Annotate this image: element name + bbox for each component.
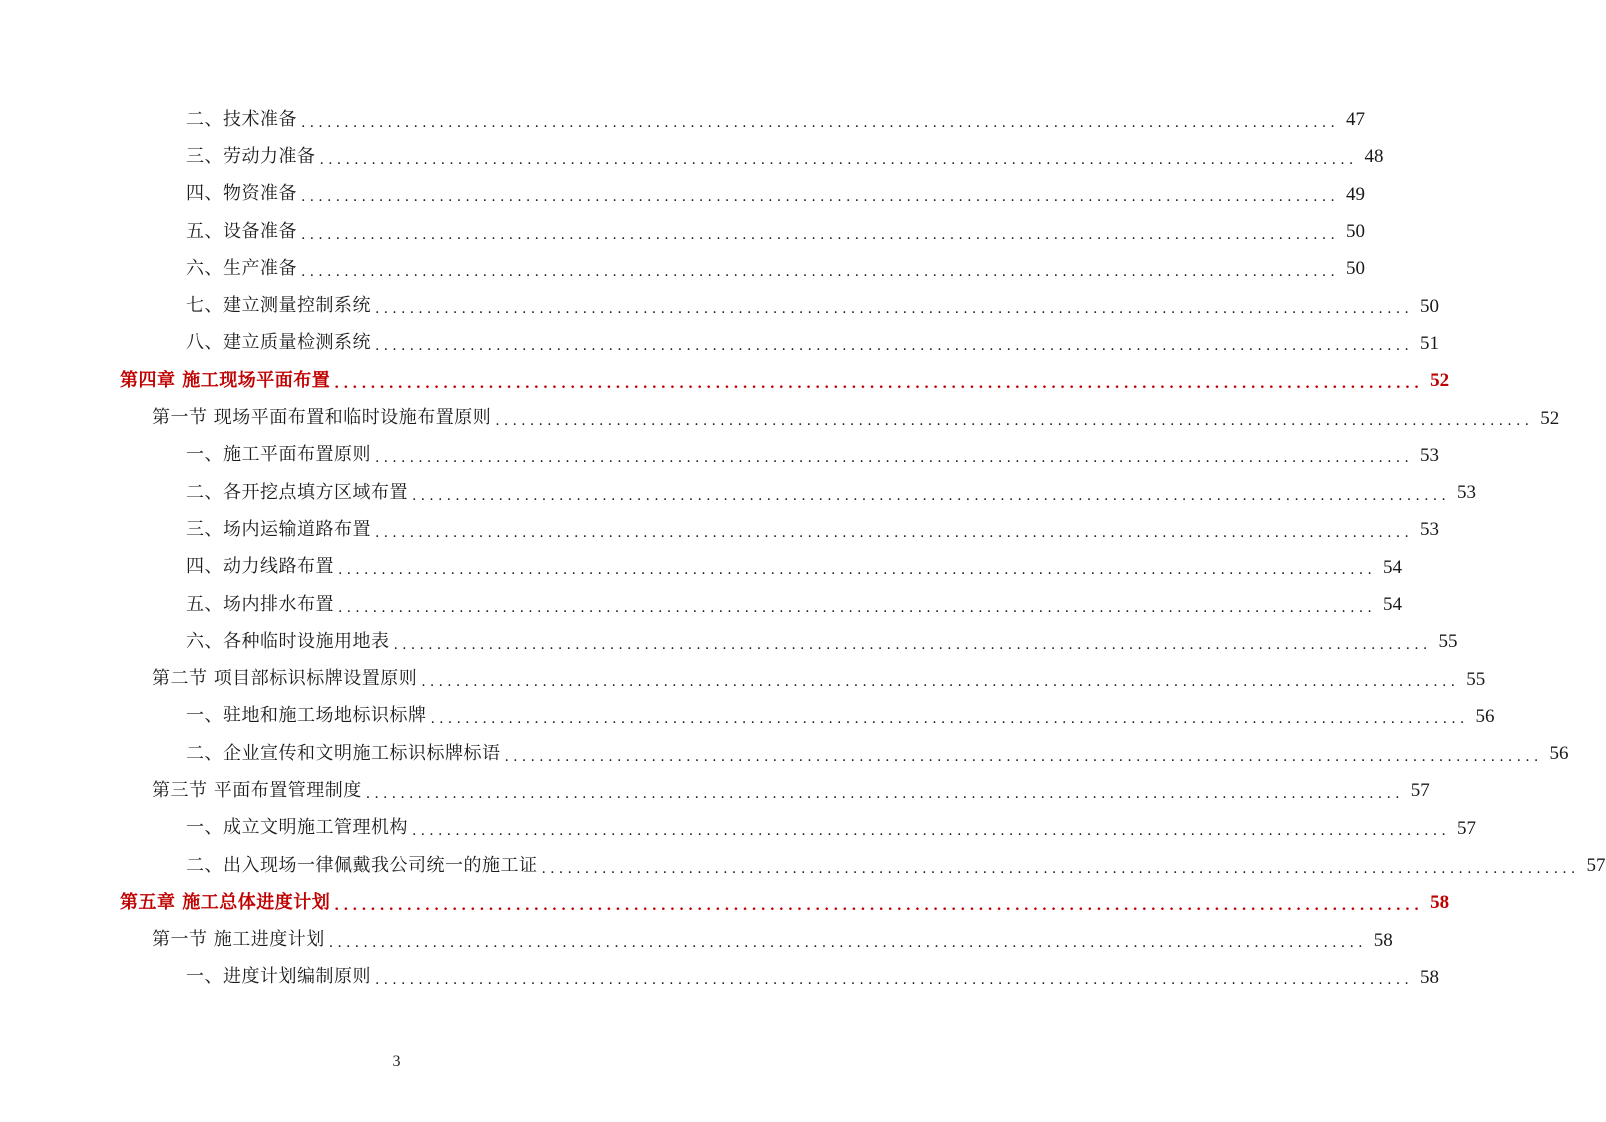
dot-leader: ........................................................................................................................	[495, 413, 1534, 430]
toc-entry-page: 53	[1457, 482, 1477, 504]
toc-entry-title: 一、驻地和施工场地标识标牌	[186, 705, 427, 727]
toc-entry-page: 56	[1549, 743, 1569, 765]
toc-entry-item[interactable]	[0, 623, 1458, 660]
toc-entry-page: 58	[1373, 929, 1393, 951]
toc-entry-page: 48	[1364, 146, 1384, 168]
toc-entry-title: 一、进度计划编制原则	[186, 966, 371, 988]
toc-entry-item[interactable]	[0, 437, 1440, 474]
dot-leader: ........................................................................................................................	[338, 599, 1377, 616]
toc-entry-page: 54	[1383, 556, 1403, 578]
toc-entry-page: 57	[1410, 780, 1430, 802]
dot-leader: ........................................................................................................................	[334, 375, 1424, 392]
toc-entry-page: 53	[1420, 519, 1440, 541]
toc-entry-title: 二、技术准备	[186, 108, 297, 130]
toc-entry-item[interactable]	[0, 250, 1366, 287]
dot-leader: ........................................................................................................................	[393, 636, 1432, 653]
toc-entry-page: 58	[1430, 892, 1450, 914]
dot-leader: ........................................................................................................................	[504, 748, 1543, 765]
dot-leader: ........................................................................................................................	[301, 263, 1340, 280]
toc-entry-title: 四、动力线路布置	[186, 556, 334, 578]
toc-entry-item[interactable]	[0, 176, 1366, 213]
dot-leader: ........................................................................................................................	[338, 562, 1377, 579]
dot-leader: ........................................................................................................................	[412, 487, 1451, 504]
toc-entry-page: 56	[1475, 705, 1495, 727]
toc-entry-page: 55	[1438, 631, 1458, 653]
toc-entry-page: 47	[1346, 109, 1366, 131]
toc-entry-title: 第一节 施工进度计划	[152, 929, 325, 951]
toc-entry-title: 六、各种临时设施用地表	[186, 630, 390, 652]
dot-leader: ........................................................................................................................	[334, 897, 1424, 914]
dot-leader: ........................................................................................................................	[412, 823, 1451, 840]
toc-entry-page: 50	[1346, 258, 1366, 280]
toc-entry-item[interactable]	[0, 287, 1440, 324]
toc-entry-item[interactable]	[0, 138, 1384, 175]
toc-entry-page: 50	[1420, 295, 1440, 317]
dot-leader: ........................................................................................................................	[319, 151, 1358, 168]
dot-leader: ........................................................................................................................	[301, 114, 1340, 131]
toc-entry-section[interactable]	[0, 660, 1486, 697]
toc-entry-title: 一、成立文明施工管理机构	[186, 817, 408, 839]
toc-entry-title: 六、生产准备	[186, 257, 297, 279]
toc-entry-section[interactable]	[0, 399, 1560, 436]
dot-leader: ........................................................................................................................	[421, 674, 1460, 691]
toc-entry-title: 三、场内运输道路布置	[186, 518, 371, 540]
dot-leader: ........................................................................................................................	[375, 450, 1414, 467]
toc-entry-chapter[interactable]	[0, 362, 1450, 399]
dot-leader: ........................................................................................................................	[541, 860, 1580, 877]
toc-entry-page: 58	[1420, 966, 1440, 988]
toc-entry-title: 八、建立质量检测系统	[186, 332, 371, 354]
toc-entry-title: 一、施工平面布置原则	[186, 444, 371, 466]
dot-leader: ........................................................................................................................	[375, 301, 1414, 318]
toc-entry-item[interactable]	[0, 549, 1403, 586]
toc-entry-item[interactable]	[0, 325, 1440, 362]
toc-entry-title: 三、劳动力准备	[186, 145, 316, 167]
dot-leader: ........................................................................................................................	[430, 711, 1469, 728]
toc-entry-title: 二、各开挖点填方区域布置	[186, 481, 408, 503]
toc-entry-title: 五、场内排水布置	[186, 593, 334, 615]
toc-entry-item[interactable]	[0, 213, 1366, 250]
toc-entry-page: 49	[1346, 183, 1366, 205]
toc-entry-item[interactable]	[0, 511, 1440, 548]
toc-entry-chapter[interactable]	[0, 884, 1450, 921]
toc-entry-title: 第二节 项目部标识标牌设置原则	[152, 668, 418, 690]
toc-entry-item[interactable]	[0, 810, 1477, 847]
dot-leader: ........................................................................................................................	[375, 524, 1414, 541]
dot-leader: ........................................................................................................................	[375, 338, 1414, 355]
dot-leader: ........................................................................................................................	[301, 189, 1340, 206]
toc-entry-section[interactable]	[0, 772, 1430, 809]
toc-entry-page: 55	[1466, 668, 1486, 690]
toc-entry-page: 53	[1420, 444, 1440, 466]
toc-entry-item[interactable]	[0, 847, 1606, 884]
toc-entry-page: 52	[1540, 407, 1560, 429]
toc-entry-title: 二、出入现场一律佩戴我公司统一的施工证	[186, 854, 538, 876]
dot-leader: ........................................................................................................................	[375, 972, 1414, 989]
dot-leader: ........................................................................................................................	[301, 226, 1340, 243]
toc-entry-item[interactable]	[0, 959, 1440, 996]
toc-entry-title: 第三节 平面布置管理制度	[152, 779, 362, 801]
toc-entry-section[interactable]	[0, 922, 1393, 959]
toc-entry-title: 第四章 施工现场平面布置	[120, 369, 331, 391]
toc-entry-page: 57	[1457, 817, 1477, 839]
dot-leader: ........................................................................................................................	[365, 785, 1404, 802]
toc-entry-item[interactable]	[0, 586, 1403, 623]
toc-entry-page: 51	[1420, 332, 1440, 354]
toc-entry-item[interactable]	[0, 101, 1366, 138]
page-number: 3	[392, 1053, 401, 1070]
table-of-contents	[0, 101, 1606, 996]
toc-entry-item[interactable]	[0, 735, 1569, 772]
toc-entry-item[interactable]	[0, 474, 1477, 511]
dot-leader: ........................................................................................................................	[328, 935, 1367, 952]
toc-entry-title: 二、企业宣传和文明施工标识标牌标语	[186, 742, 501, 764]
toc-entry-title: 七、建立测量控制系统	[186, 295, 371, 317]
toc-entry-page: 52	[1430, 370, 1450, 392]
toc-entry-page: 57	[1586, 855, 1606, 877]
toc-entry-item[interactable]	[0, 698, 1495, 735]
toc-entry-page: 50	[1346, 221, 1366, 243]
toc-entry-title: 第五章 施工总体进度计划	[120, 891, 331, 913]
toc-entry-page: 54	[1383, 594, 1403, 615]
toc-entry-title: 第一节 现场平面布置和临时设施布置原则	[152, 407, 492, 429]
toc-entry-title: 四、物资准备	[186, 183, 297, 205]
toc-entry-title: 五、设备准备	[186, 220, 297, 242]
